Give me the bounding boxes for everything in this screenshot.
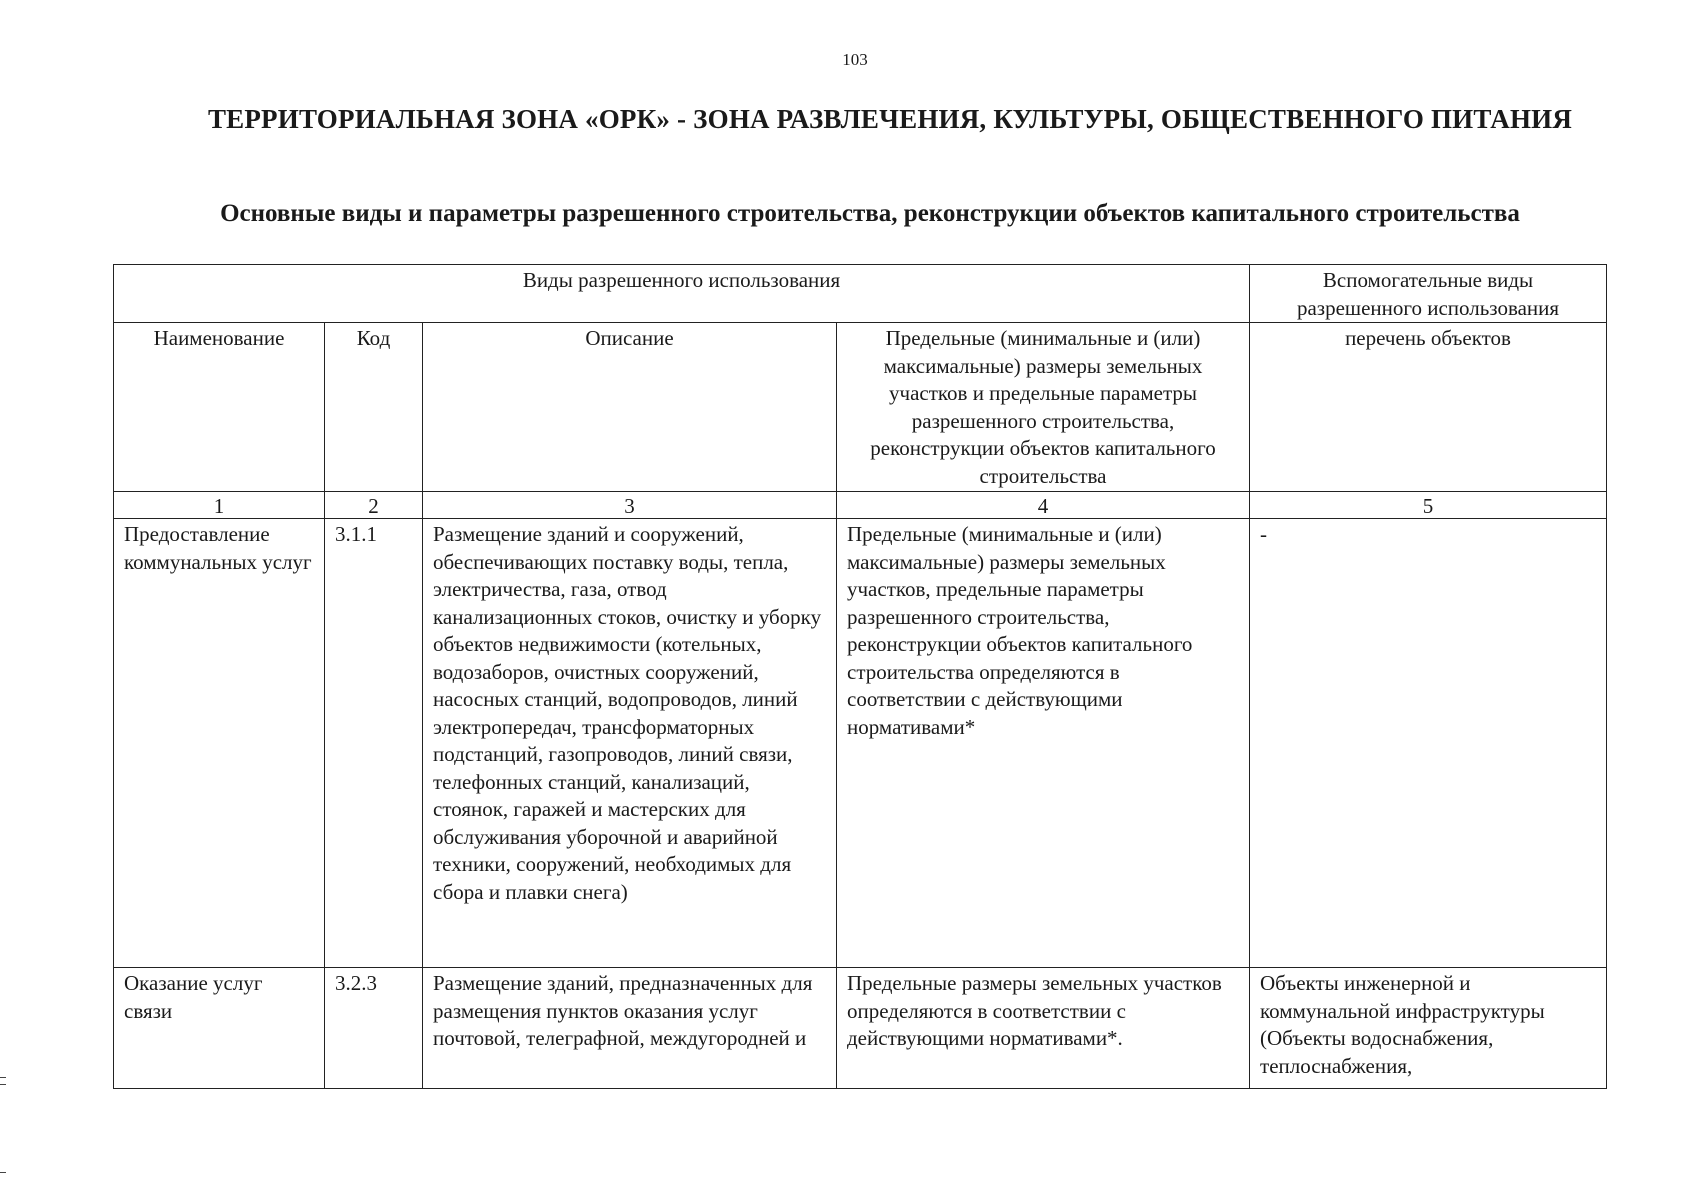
cell-parameters: Предельные размеры земельных участков определяются в соответствии с действующими нормативами*. bbox=[837, 968, 1250, 1089]
section-subtitle: Основные виды и параметры разрешенного строительства, реконструкции объектов капитального строительства bbox=[220, 200, 1520, 227]
column-header-parameters: Предельные (минимальные и (или) максимальные) размеры земельных участков и предельные параметры разрешенного строительства, реконструкции объектов капитального строительства bbox=[837, 323, 1250, 492]
column-number: 5 bbox=[1250, 492, 1607, 519]
cell-name: Предоставление коммунальных услуг bbox=[114, 519, 325, 968]
cell-code: 3.1.1 bbox=[325, 519, 423, 968]
page-title: ТЕРРИТОРИАЛЬНАЯ ЗОНА «ОРК» - ЗОНА РАЗВЛЕЧЕНИЯ, КУЛЬТУРЫ, ОБЩЕСТВЕННОГО ПИТАНИЯ bbox=[207, 104, 1573, 134]
column-header-code: Код bbox=[325, 323, 423, 492]
scan-edge-mark bbox=[0, 1172, 6, 1173]
cell-objects: - bbox=[1250, 519, 1607, 968]
column-header-objects: перечень объектов bbox=[1250, 323, 1607, 492]
page-number: 103 bbox=[842, 50, 868, 69]
column-header-description: Описание bbox=[423, 323, 837, 492]
cell-parameters: Предельные (минимальные и (или) максимальные) размеры земельных участков, предельные параметры разрешенного строительства, реконструкции объектов капитального строительства определяются в соответствии с действующими нормативами* bbox=[837, 519, 1250, 968]
table-group-header-row bbox=[114, 265, 1607, 323]
group-header-aux: Вспомогательные виды разрешенного использования bbox=[1250, 265, 1607, 323]
table-row bbox=[114, 519, 1607, 968]
cell-objects: Объекты инженерной и коммунальной инфраструктуры (Объекты водоснабжения, теплоснабжения, bbox=[1250, 968, 1607, 1089]
group-header-main: Виды разрешенного использования bbox=[114, 265, 1250, 323]
cell-description: Размещение зданий, предназначенных для размещения пунктов оказания услуг почтовой, телеграфной, междугородней и bbox=[423, 968, 837, 1089]
scan-edge-mark bbox=[0, 1084, 6, 1085]
column-number: 1 bbox=[114, 492, 325, 519]
column-number: 2 bbox=[325, 492, 423, 519]
cell-code: 3.2.3 bbox=[325, 968, 423, 1089]
column-header-name: Наименование bbox=[114, 323, 325, 492]
cell-description: Размещение зданий и сооружений, обеспечивающих поставку воды, тепла, электричества, газа, отвод канализационных стоков, очистку и уборку объектов недвижимости (котельных, водозаборов, очистных сооружений, насосных станций, водопроводов, линий электропередач, трансформаторных подстанций, газопроводов, линий связи, телефонных станций, канализаций, стоянок, гаражей и мастерских для обслуживания уборочной и аварийной техники, сооружений, необходимых для сбора и плавки снега) bbox=[423, 519, 837, 968]
table-column-number-row bbox=[114, 492, 1607, 519]
column-number: 4 bbox=[837, 492, 1250, 519]
permitted-use-table bbox=[113, 264, 1607, 1089]
column-number: 3 bbox=[423, 492, 837, 519]
table-column-header-row bbox=[114, 323, 1607, 492]
scan-edge-mark bbox=[0, 1077, 6, 1078]
table-row bbox=[114, 968, 1607, 1089]
cell-name: Оказание услуг связи bbox=[114, 968, 325, 1089]
